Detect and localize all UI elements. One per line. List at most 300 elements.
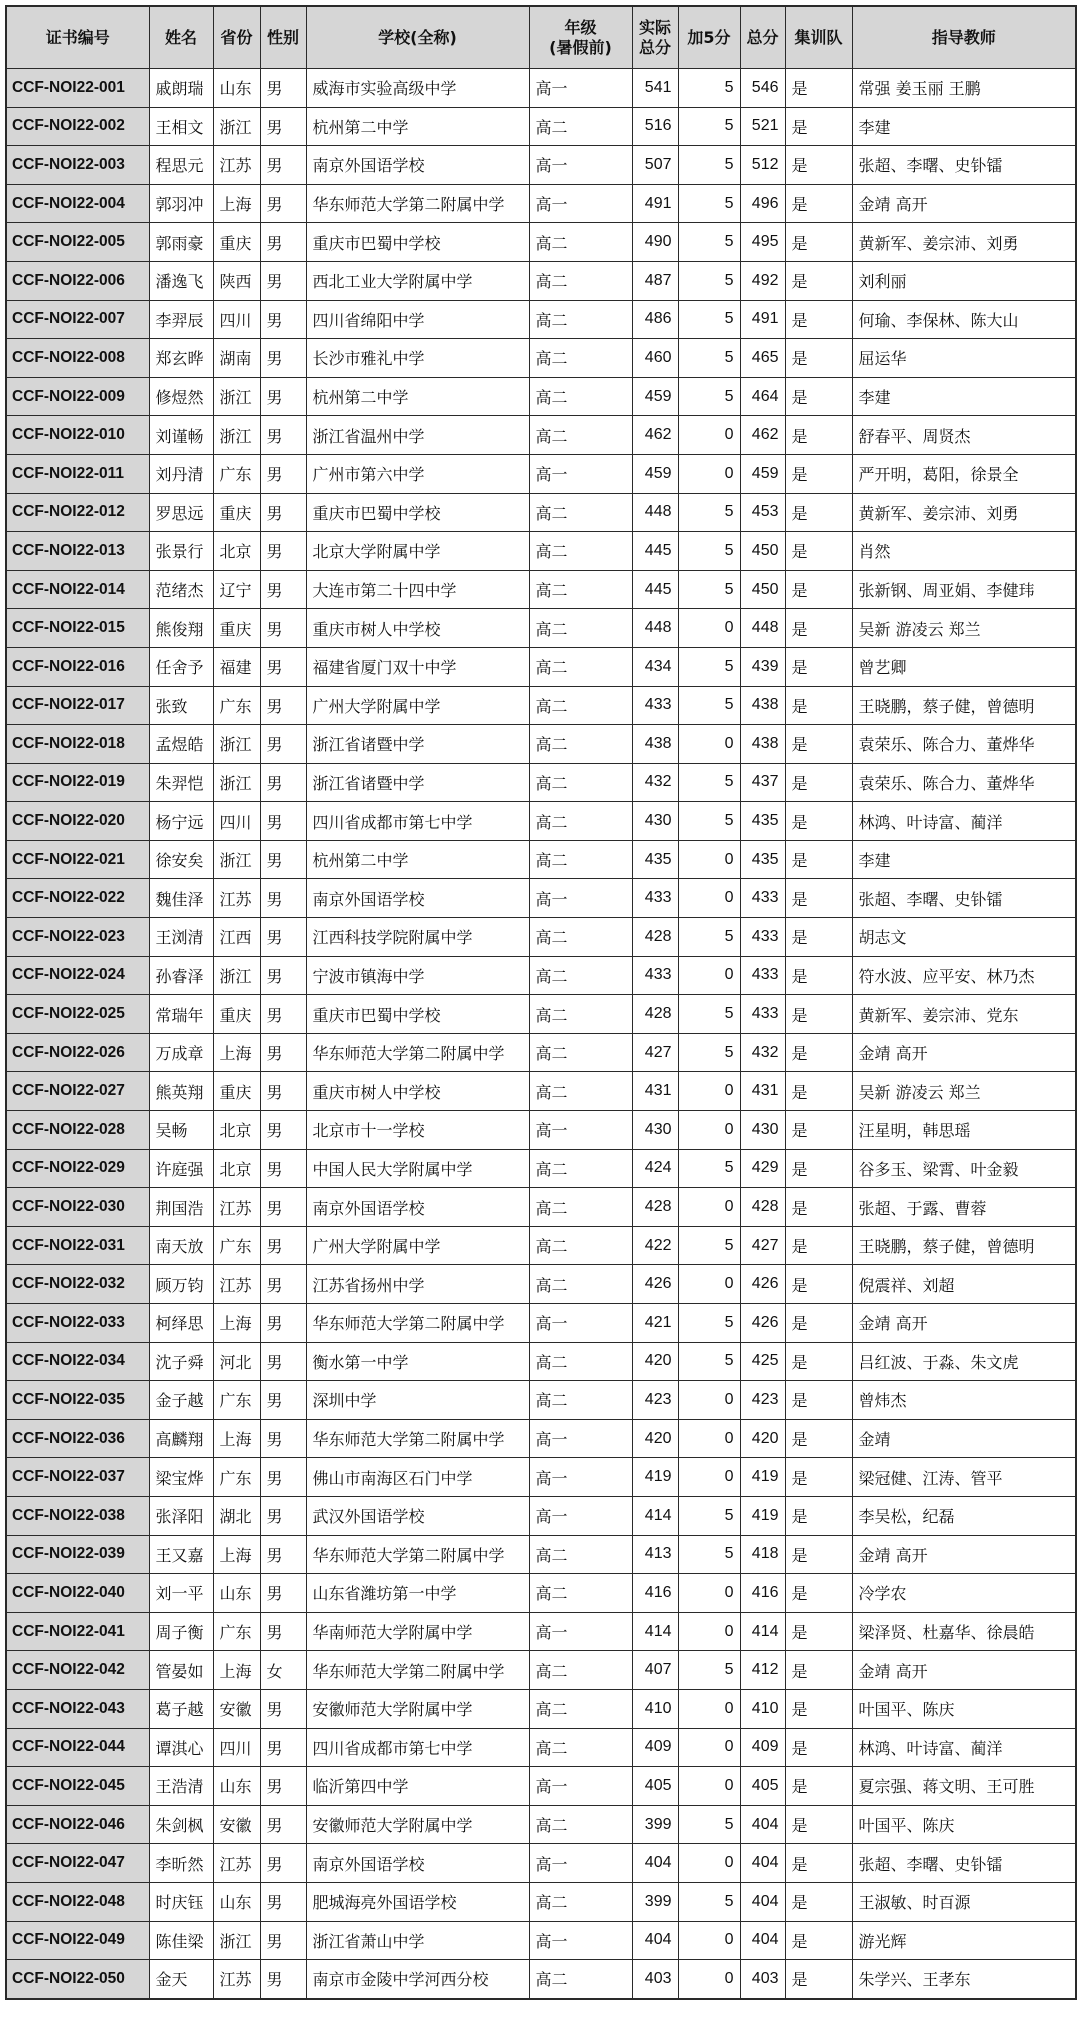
total-score-cell: 420 bbox=[740, 1419, 785, 1458]
cert-id-cell: CCF-NOI22-020 bbox=[6, 802, 149, 841]
table-row bbox=[6, 1535, 1076, 1574]
raw-score-cell: 416 bbox=[632, 1574, 678, 1613]
grade-cell: 高二 bbox=[529, 647, 632, 686]
bonus-cell: 5 bbox=[678, 146, 740, 185]
gender-cell: 男 bbox=[260, 609, 306, 648]
bonus-cell: 5 bbox=[678, 223, 740, 262]
gender-cell: 男 bbox=[260, 1960, 306, 1999]
team-cell: 是 bbox=[785, 1882, 852, 1921]
raw-score-cell: 428 bbox=[632, 995, 678, 1034]
grade-cell: 高二 bbox=[529, 802, 632, 841]
grade-cell: 高二 bbox=[529, 995, 632, 1034]
gender-cell: 男 bbox=[260, 1496, 306, 1535]
grade-cell: 高二 bbox=[529, 1342, 632, 1381]
name-cell: 郑玄晔 bbox=[149, 339, 213, 378]
province-cell: 山东 bbox=[213, 1882, 260, 1921]
gender-cell: 男 bbox=[260, 1111, 306, 1150]
bonus-cell: 0 bbox=[678, 1265, 740, 1304]
raw-score-cell: 422 bbox=[632, 1226, 678, 1265]
raw-score-cell: 420 bbox=[632, 1342, 678, 1381]
bonus-cell: 5 bbox=[678, 532, 740, 571]
cert-id-cell: CCF-NOI22-014 bbox=[6, 570, 149, 609]
name-cell: 王浩清 bbox=[149, 1767, 213, 1806]
grade-cell: 高一 bbox=[529, 1304, 632, 1343]
school-cell: 重庆市树人中学校 bbox=[306, 609, 529, 648]
province-cell: 湖南 bbox=[213, 339, 260, 378]
teacher-cell: 王晓鹏，蔡子健，曾德明 bbox=[852, 686, 1076, 725]
school-cell: 广州大学附属中学 bbox=[306, 686, 529, 725]
raw-score-cell: 459 bbox=[632, 377, 678, 416]
column-header-total: 总分 bbox=[740, 6, 785, 69]
gender-cell: 男 bbox=[260, 261, 306, 300]
teacher-cell: 严开明，葛阳，徐景全 bbox=[852, 454, 1076, 493]
province-cell: 浙江 bbox=[213, 416, 260, 455]
province-cell: 湖北 bbox=[213, 1496, 260, 1535]
raw-score-cell: 507 bbox=[632, 146, 678, 185]
province-cell: 四川 bbox=[213, 1728, 260, 1767]
name-cell: 荆国浩 bbox=[149, 1188, 213, 1227]
teacher-cell: 张超、李曙、史钋镭 bbox=[852, 1844, 1076, 1883]
school-cell: 大连市第二十四中学 bbox=[306, 570, 529, 609]
name-cell: 梁宝烨 bbox=[149, 1458, 213, 1497]
raw-score-cell: 516 bbox=[632, 107, 678, 146]
school-cell: 南京外国语学校 bbox=[306, 1844, 529, 1883]
name-cell: 刘谨畅 bbox=[149, 416, 213, 455]
bonus-cell: 0 bbox=[678, 1111, 740, 1150]
raw-score-cell: 541 bbox=[632, 69, 678, 108]
table-row bbox=[6, 146, 1076, 185]
raw-score-cell: 399 bbox=[632, 1882, 678, 1921]
bonus-cell: 5 bbox=[678, 339, 740, 378]
cert-id-cell: CCF-NOI22-045 bbox=[6, 1767, 149, 1806]
province-cell: 江苏 bbox=[213, 1960, 260, 1999]
school-cell: 福建省厦门双十中学 bbox=[306, 647, 529, 686]
grade-cell: 高一 bbox=[529, 1496, 632, 1535]
table-row bbox=[6, 1188, 1076, 1227]
bonus-cell: 5 bbox=[678, 300, 740, 339]
team-cell: 是 bbox=[785, 879, 852, 918]
raw-score-cell: 445 bbox=[632, 532, 678, 571]
raw-score-cell: 421 bbox=[632, 1304, 678, 1343]
name-cell: 修煜然 bbox=[149, 377, 213, 416]
team-cell: 是 bbox=[785, 1728, 852, 1767]
school-cell: 深圳中学 bbox=[306, 1381, 529, 1420]
total-score-cell: 439 bbox=[740, 647, 785, 686]
cert-id-cell: CCF-NOI22-033 bbox=[6, 1304, 149, 1343]
teacher-cell: 何瑜、李保林、陈大山 bbox=[852, 300, 1076, 339]
cert-id-cell: CCF-NOI22-021 bbox=[6, 840, 149, 879]
cert-id-cell: CCF-NOI22-034 bbox=[6, 1342, 149, 1381]
raw-score-cell: 459 bbox=[632, 454, 678, 493]
name-cell: 刘一平 bbox=[149, 1574, 213, 1613]
bonus-cell: 0 bbox=[678, 416, 740, 455]
bonus-cell: 0 bbox=[678, 1767, 740, 1806]
province-cell: 山东 bbox=[213, 1767, 260, 1806]
table-row bbox=[6, 609, 1076, 648]
total-score-cell: 459 bbox=[740, 454, 785, 493]
table-row bbox=[6, 956, 1076, 995]
school-cell: 重庆市巴蜀中学校 bbox=[306, 995, 529, 1034]
bonus-cell: 5 bbox=[678, 570, 740, 609]
gender-cell: 男 bbox=[260, 956, 306, 995]
table-row bbox=[6, 1458, 1076, 1497]
grade-cell: 高二 bbox=[529, 1149, 632, 1188]
province-cell: 重庆 bbox=[213, 1072, 260, 1111]
table-row bbox=[6, 454, 1076, 493]
gender-cell: 男 bbox=[260, 1033, 306, 1072]
team-cell: 是 bbox=[785, 377, 852, 416]
grade-cell: 高二 bbox=[529, 840, 632, 879]
team-cell: 是 bbox=[785, 1111, 852, 1150]
bonus-cell: 0 bbox=[678, 454, 740, 493]
grade-cell: 高一 bbox=[529, 1612, 632, 1651]
table-row bbox=[6, 1844, 1076, 1883]
bonus-cell: 0 bbox=[678, 1689, 740, 1728]
province-cell: 浙江 bbox=[213, 840, 260, 879]
province-cell: 江苏 bbox=[213, 1188, 260, 1227]
gender-cell: 男 bbox=[260, 493, 306, 532]
team-cell: 是 bbox=[785, 1188, 852, 1227]
gender-cell: 男 bbox=[260, 1265, 306, 1304]
cert-id-cell: CCF-NOI22-032 bbox=[6, 1265, 149, 1304]
cert-id-cell: CCF-NOI22-035 bbox=[6, 1381, 149, 1420]
teacher-cell: 金靖 高开 bbox=[852, 1033, 1076, 1072]
grade-cell: 高二 bbox=[529, 377, 632, 416]
grade-cell: 高二 bbox=[529, 416, 632, 455]
teacher-cell: 吴新 游凌云 郑兰 bbox=[852, 1072, 1076, 1111]
school-cell: 重庆市巴蜀中学校 bbox=[306, 223, 529, 262]
school-cell: 南京外国语学校 bbox=[306, 879, 529, 918]
header-row bbox=[6, 6, 1076, 69]
grade-cell: 高二 bbox=[529, 493, 632, 532]
table-row bbox=[6, 300, 1076, 339]
teacher-cell: 张新钢、周亚娟、李健玮 bbox=[852, 570, 1076, 609]
total-score-cell: 546 bbox=[740, 69, 785, 108]
teacher-cell: 黄新军、姜宗沛、刘勇 bbox=[852, 223, 1076, 262]
total-score-cell: 404 bbox=[740, 1844, 785, 1883]
grade-cell: 高二 bbox=[529, 570, 632, 609]
cert-id-cell: CCF-NOI22-048 bbox=[6, 1882, 149, 1921]
column-header-teacher: 指导教师 bbox=[852, 6, 1076, 69]
school-cell: 浙江省温州中学 bbox=[306, 416, 529, 455]
teacher-cell: 梁冠健、江涛、管平 bbox=[852, 1458, 1076, 1497]
grade-cell: 高一 bbox=[529, 184, 632, 223]
bonus-cell: 5 bbox=[678, 1882, 740, 1921]
column-header-grade: 年级 (暑假前) bbox=[529, 6, 632, 69]
gender-cell: 男 bbox=[260, 146, 306, 185]
team-cell: 是 bbox=[785, 69, 852, 108]
gender-cell: 男 bbox=[260, 1882, 306, 1921]
name-cell: 罗思远 bbox=[149, 493, 213, 532]
school-cell: 临沂第四中学 bbox=[306, 1767, 529, 1806]
table-row bbox=[6, 1728, 1076, 1767]
table-row bbox=[6, 1921, 1076, 1960]
grade-cell: 高一 bbox=[529, 879, 632, 918]
grade-cell: 高二 bbox=[529, 300, 632, 339]
bonus-cell: 0 bbox=[678, 609, 740, 648]
table-row bbox=[6, 1805, 1076, 1844]
school-cell: 威海市实验高级中学 bbox=[306, 69, 529, 108]
team-cell: 是 bbox=[785, 802, 852, 841]
cert-id-cell: CCF-NOI22-009 bbox=[6, 377, 149, 416]
cert-id-cell: CCF-NOI22-046 bbox=[6, 1805, 149, 1844]
province-cell: 浙江 bbox=[213, 1921, 260, 1960]
cert-id-cell: CCF-NOI22-026 bbox=[6, 1033, 149, 1072]
team-cell: 是 bbox=[785, 223, 852, 262]
province-cell: 江苏 bbox=[213, 146, 260, 185]
team-cell: 是 bbox=[785, 1149, 852, 1188]
name-cell: 任舍予 bbox=[149, 647, 213, 686]
table-row bbox=[6, 377, 1076, 416]
school-cell: 肥城海亮外国语学校 bbox=[306, 1882, 529, 1921]
raw-score-cell: 427 bbox=[632, 1033, 678, 1072]
bonus-cell: 0 bbox=[678, 1458, 740, 1497]
teacher-cell: 舒春平、周贤杰 bbox=[852, 416, 1076, 455]
gender-cell: 女 bbox=[260, 1651, 306, 1690]
bonus-cell: 0 bbox=[678, 1188, 740, 1227]
teacher-cell: 屈运华 bbox=[852, 339, 1076, 378]
teacher-cell: 金靖 高开 bbox=[852, 184, 1076, 223]
name-cell: 潘逸飞 bbox=[149, 261, 213, 300]
grade-cell: 高一 bbox=[529, 1111, 632, 1150]
bonus-cell: 5 bbox=[678, 69, 740, 108]
total-score-cell: 465 bbox=[740, 339, 785, 378]
raw-score-cell: 405 bbox=[632, 1767, 678, 1806]
raw-score-cell: 428 bbox=[632, 918, 678, 957]
grade-cell: 高一 bbox=[529, 1767, 632, 1806]
teacher-cell: 金靖 高开 bbox=[852, 1535, 1076, 1574]
bonus-cell: 0 bbox=[678, 879, 740, 918]
table-row bbox=[6, 1882, 1076, 1921]
name-cell: 郭羽冲 bbox=[149, 184, 213, 223]
bonus-cell: 0 bbox=[678, 1381, 740, 1420]
school-cell: 宁波市镇海中学 bbox=[306, 956, 529, 995]
school-cell: 广州市第六中学 bbox=[306, 454, 529, 493]
cert-id-cell: CCF-NOI22-002 bbox=[6, 107, 149, 146]
gender-cell: 男 bbox=[260, 725, 306, 764]
grade-cell: 高一 bbox=[529, 454, 632, 493]
grade-cell: 高二 bbox=[529, 1882, 632, 1921]
school-cell: 江西科技学院附属中学 bbox=[306, 918, 529, 957]
cert-id-cell: CCF-NOI22-031 bbox=[6, 1226, 149, 1265]
raw-score-cell: 491 bbox=[632, 184, 678, 223]
bonus-cell: 0 bbox=[678, 1612, 740, 1651]
bonus-cell: 5 bbox=[678, 802, 740, 841]
name-cell: 熊俊翔 bbox=[149, 609, 213, 648]
grade-cell: 高二 bbox=[529, 686, 632, 725]
team-cell: 是 bbox=[785, 956, 852, 995]
table-row bbox=[6, 1689, 1076, 1728]
grade-cell: 高一 bbox=[529, 1458, 632, 1497]
teacher-cell: 谷多玉、梁霄、叶金毅 bbox=[852, 1149, 1076, 1188]
total-score-cell: 428 bbox=[740, 1188, 785, 1227]
teacher-cell: 李建 bbox=[852, 377, 1076, 416]
total-score-cell: 433 bbox=[740, 956, 785, 995]
total-score-cell: 453 bbox=[740, 493, 785, 532]
province-cell: 重庆 bbox=[213, 493, 260, 532]
province-cell: 广东 bbox=[213, 454, 260, 493]
teacher-cell: 胡志文 bbox=[852, 918, 1076, 957]
teacher-cell: 吕红波、于淼、朱文虎 bbox=[852, 1342, 1076, 1381]
gender-cell: 男 bbox=[260, 802, 306, 841]
team-cell: 是 bbox=[785, 300, 852, 339]
table-row bbox=[6, 223, 1076, 262]
province-cell: 浙江 bbox=[213, 377, 260, 416]
team-cell: 是 bbox=[785, 1342, 852, 1381]
name-cell: 柯绎思 bbox=[149, 1304, 213, 1343]
school-cell: 西北工业大学附属中学 bbox=[306, 261, 529, 300]
province-cell: 陕西 bbox=[213, 261, 260, 300]
total-score-cell: 427 bbox=[740, 1226, 785, 1265]
school-cell: 华东师范大学第二附属中学 bbox=[306, 1651, 529, 1690]
grade-cell: 高二 bbox=[529, 1226, 632, 1265]
cert-id-cell: CCF-NOI22-025 bbox=[6, 995, 149, 1034]
bonus-cell: 0 bbox=[678, 840, 740, 879]
cert-id-cell: CCF-NOI22-042 bbox=[6, 1651, 149, 1690]
table-row bbox=[6, 339, 1076, 378]
total-score-cell: 492 bbox=[740, 261, 785, 300]
team-cell: 是 bbox=[785, 1496, 852, 1535]
school-cell: 北京大学附属中学 bbox=[306, 532, 529, 571]
cert-id-cell: CCF-NOI22-005 bbox=[6, 223, 149, 262]
gender-cell: 男 bbox=[260, 647, 306, 686]
table-row bbox=[6, 1419, 1076, 1458]
cert-id-cell: CCF-NOI22-018 bbox=[6, 725, 149, 764]
table-row bbox=[6, 1149, 1076, 1188]
cert-id-cell: CCF-NOI22-004 bbox=[6, 184, 149, 223]
table-row bbox=[6, 1381, 1076, 1420]
total-score-cell: 433 bbox=[740, 879, 785, 918]
province-cell: 上海 bbox=[213, 1651, 260, 1690]
province-cell: 北京 bbox=[213, 1111, 260, 1150]
bonus-cell: 5 bbox=[678, 493, 740, 532]
name-cell: 张景行 bbox=[149, 532, 213, 571]
grade-cell: 高二 bbox=[529, 1728, 632, 1767]
total-score-cell: 404 bbox=[740, 1921, 785, 1960]
table-row bbox=[6, 1496, 1076, 1535]
total-score-cell: 412 bbox=[740, 1651, 785, 1690]
province-cell: 浙江 bbox=[213, 763, 260, 802]
table-row bbox=[6, 1574, 1076, 1613]
bonus-cell: 5 bbox=[678, 1535, 740, 1574]
gender-cell: 男 bbox=[260, 918, 306, 957]
bonus-cell: 5 bbox=[678, 107, 740, 146]
cert-id-cell: CCF-NOI22-036 bbox=[6, 1419, 149, 1458]
team-cell: 是 bbox=[785, 107, 852, 146]
table-row bbox=[6, 570, 1076, 609]
province-cell: 四川 bbox=[213, 300, 260, 339]
school-cell: 华南师范大学附属中学 bbox=[306, 1612, 529, 1651]
column-header-sex: 性别 bbox=[260, 6, 306, 69]
school-cell: 华东师范大学第二附属中学 bbox=[306, 1535, 529, 1574]
team-cell: 是 bbox=[785, 1921, 852, 1960]
bonus-cell: 5 bbox=[678, 918, 740, 957]
raw-score-cell: 487 bbox=[632, 261, 678, 300]
grade-cell: 高二 bbox=[529, 339, 632, 378]
school-cell: 华东师范大学第二附属中学 bbox=[306, 1419, 529, 1458]
total-score-cell: 521 bbox=[740, 107, 785, 146]
gender-cell: 男 bbox=[260, 1612, 306, 1651]
grade-cell: 高二 bbox=[529, 1651, 632, 1690]
raw-score-cell: 435 bbox=[632, 840, 678, 879]
grade-cell: 高二 bbox=[529, 1960, 632, 1999]
gender-cell: 男 bbox=[260, 570, 306, 609]
table-row bbox=[6, 1304, 1076, 1343]
school-cell: 浙江省诸暨中学 bbox=[306, 763, 529, 802]
province-cell: 安徽 bbox=[213, 1689, 260, 1728]
grade-cell: 高二 bbox=[529, 1033, 632, 1072]
gender-cell: 男 bbox=[260, 532, 306, 571]
cert-id-cell: CCF-NOI22-015 bbox=[6, 609, 149, 648]
column-header-bonus: 加5分 bbox=[678, 6, 740, 69]
school-cell: 四川省绵阳中学 bbox=[306, 300, 529, 339]
total-score-cell: 450 bbox=[740, 570, 785, 609]
team-cell: 是 bbox=[785, 184, 852, 223]
total-score-cell: 435 bbox=[740, 840, 785, 879]
team-cell: 是 bbox=[785, 146, 852, 185]
school-cell: 武汉外国语学校 bbox=[306, 1496, 529, 1535]
teacher-cell: 叶国平、陈庆 bbox=[852, 1689, 1076, 1728]
raw-score-cell: 410 bbox=[632, 1689, 678, 1728]
raw-score-cell: 399 bbox=[632, 1805, 678, 1844]
total-score-cell: 433 bbox=[740, 995, 785, 1034]
raw-score-cell: 434 bbox=[632, 647, 678, 686]
province-cell: 广东 bbox=[213, 1458, 260, 1497]
bonus-cell: 0 bbox=[678, 1960, 740, 1999]
raw-score-cell: 424 bbox=[632, 1149, 678, 1188]
grade-cell: 高一 bbox=[529, 69, 632, 108]
bonus-cell: 5 bbox=[678, 184, 740, 223]
gender-cell: 男 bbox=[260, 840, 306, 879]
teacher-cell: 朱学兴、王孝东 bbox=[852, 1960, 1076, 1999]
total-score-cell: 410 bbox=[740, 1689, 785, 1728]
name-cell: 南天放 bbox=[149, 1226, 213, 1265]
table-row bbox=[6, 1072, 1076, 1111]
gender-cell: 男 bbox=[260, 1458, 306, 1497]
raw-score-cell: 438 bbox=[632, 725, 678, 764]
table-row bbox=[6, 532, 1076, 571]
raw-score-cell: 445 bbox=[632, 570, 678, 609]
grade-cell: 高一 bbox=[529, 1419, 632, 1458]
team-cell: 是 bbox=[785, 1689, 852, 1728]
cert-id-cell: CCF-NOI22-019 bbox=[6, 763, 149, 802]
bonus-cell: 5 bbox=[678, 995, 740, 1034]
raw-score-cell: 403 bbox=[632, 1960, 678, 1999]
grade-cell: 高二 bbox=[529, 609, 632, 648]
name-cell: 许庭强 bbox=[149, 1149, 213, 1188]
table-row bbox=[6, 1651, 1076, 1690]
raw-score-cell: 433 bbox=[632, 956, 678, 995]
total-score-cell: 425 bbox=[740, 1342, 785, 1381]
school-cell: 杭州第二中学 bbox=[306, 840, 529, 879]
total-score-cell: 430 bbox=[740, 1111, 785, 1150]
gender-cell: 男 bbox=[260, 1188, 306, 1227]
teacher-cell: 常强 姜玉丽 王鹏 bbox=[852, 69, 1076, 108]
grade-cell: 高二 bbox=[529, 956, 632, 995]
team-cell: 是 bbox=[785, 1844, 852, 1883]
cert-id-cell: CCF-NOI22-027 bbox=[6, 1072, 149, 1111]
name-cell: 王又嘉 bbox=[149, 1535, 213, 1574]
total-score-cell: 418 bbox=[740, 1535, 785, 1574]
school-cell: 长沙市雅礼中学 bbox=[306, 339, 529, 378]
team-cell: 是 bbox=[785, 1960, 852, 1999]
teacher-cell: 吴新 游凌云 郑兰 bbox=[852, 609, 1076, 648]
name-cell: 管晏如 bbox=[149, 1651, 213, 1690]
raw-score-cell: 414 bbox=[632, 1612, 678, 1651]
total-score-cell: 429 bbox=[740, 1149, 785, 1188]
total-score-cell: 432 bbox=[740, 1033, 785, 1072]
bonus-cell: 0 bbox=[678, 1419, 740, 1458]
